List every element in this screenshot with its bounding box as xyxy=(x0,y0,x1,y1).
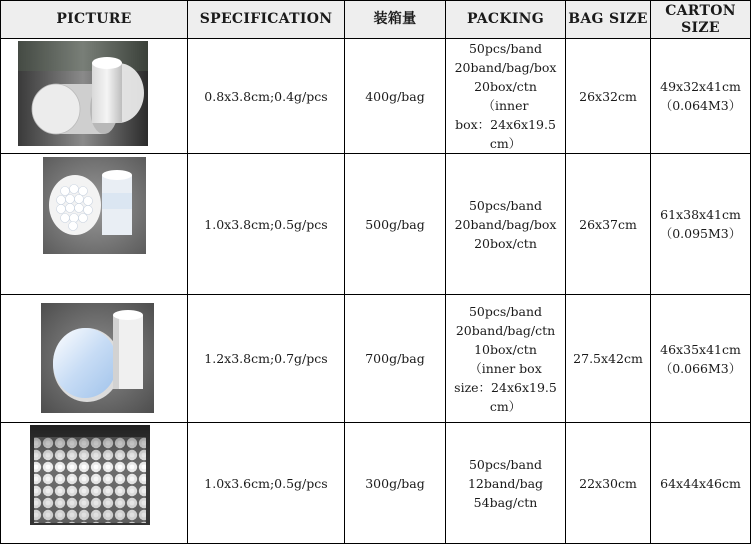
photo-drawing xyxy=(41,303,154,413)
packing-line: 20band/bag/ctn xyxy=(455,322,556,338)
header-packing: PACKING xyxy=(446,1,566,39)
weight-cell: 400g/bag xyxy=(345,39,446,154)
bag-size-cell: 27.5x42cm xyxy=(566,295,651,423)
packing-line: 50pcs/band xyxy=(468,456,543,472)
weight-cell: 500g/bag xyxy=(345,154,446,295)
specification-cell: 0.8x3.8cm;0.4g/pcs xyxy=(188,39,345,154)
weight-cell: 300g/bag xyxy=(345,423,446,544)
packing-cell xyxy=(446,423,566,544)
cotton-roll-bundle-photo xyxy=(43,157,146,254)
carton-size-cell xyxy=(651,154,751,295)
table-row xyxy=(1,154,751,295)
photo-drawing xyxy=(30,425,150,525)
packing-line: 50pcs/band xyxy=(468,197,543,213)
carton-volume: （0.064M3） xyxy=(659,98,742,113)
carton-dimensions: 64x44x46cm xyxy=(660,475,741,491)
packing-line: 20box/ctn xyxy=(474,79,537,94)
photo-drawing xyxy=(18,41,148,146)
header-carton-size: CARTON SIZE xyxy=(651,1,751,39)
header-picture: PICTURE xyxy=(1,1,188,39)
carton-size-cell xyxy=(651,39,751,154)
cotton-rolls-in-carton-photo xyxy=(30,425,150,525)
packing-line: 10box/ctn xyxy=(474,341,537,357)
weight-cell: 700g/bag xyxy=(345,295,446,423)
packing-line: 50pcs/band xyxy=(468,41,543,56)
table-row xyxy=(1,423,751,544)
picture-cell xyxy=(1,154,188,295)
packing-line: 20band/bag/box xyxy=(454,216,557,232)
picture-cell xyxy=(1,423,188,544)
packing-line: （inner xyxy=(482,98,529,113)
header-bag-size: BAG SIZE xyxy=(566,1,651,39)
specification-cell: 1.0x3.6cm;0.5g/pcs xyxy=(188,423,345,544)
packing-line: size：24x6x19.5 xyxy=(454,379,557,395)
bag-size-cell: 26x37cm xyxy=(566,154,651,295)
carton-size-cell xyxy=(651,295,751,423)
packing-line: （inner box xyxy=(469,360,542,376)
carton-dimensions: 61x38x41cm xyxy=(660,207,741,222)
cotton-roll-bundle-photo xyxy=(41,303,154,413)
packing-line: 50pcs/band xyxy=(468,303,543,319)
bag-size-cell: 22x30cm xyxy=(566,423,651,544)
packing-line: cm） xyxy=(489,398,522,414)
carton-dimensions: 49x32x41cm xyxy=(660,79,741,94)
carton-volume: （0.095M3） xyxy=(659,226,742,241)
specification-cell: 1.0x3.8cm;0.5g/pcs xyxy=(188,154,345,295)
packing-line: 20band/bag/box xyxy=(454,60,557,75)
packing-cell xyxy=(446,295,566,423)
carton-size-cell xyxy=(651,423,751,544)
packing-line: 54bag/ctn xyxy=(473,494,538,510)
carton-volume: （0.066M3） xyxy=(659,360,742,376)
specification-cell: 1.2x3.8cm;0.7g/pcs xyxy=(188,295,345,423)
packing-line: cm） xyxy=(489,136,522,151)
header-weight: 装箱量 xyxy=(345,1,446,39)
packing-line: 12band/bag xyxy=(467,475,544,491)
packing-line: 20box/ctn xyxy=(474,235,537,251)
bag-size-cell: 26x32cm xyxy=(566,39,651,154)
picture-cell xyxy=(1,295,188,423)
table-row xyxy=(1,295,751,423)
carton-dimensions: 46x35x41cm xyxy=(660,341,741,357)
header-row xyxy=(1,1,751,39)
picture-cell xyxy=(1,39,188,154)
photo-drawing xyxy=(43,157,146,254)
cotton-roll-bundle-photo xyxy=(18,41,148,146)
table-row xyxy=(1,39,751,154)
header-specification: SPECIFICATION xyxy=(188,1,345,39)
packing-line: box：24x6x19.5 xyxy=(455,117,556,132)
packing-cell xyxy=(446,39,566,154)
packing-cell xyxy=(446,154,566,295)
